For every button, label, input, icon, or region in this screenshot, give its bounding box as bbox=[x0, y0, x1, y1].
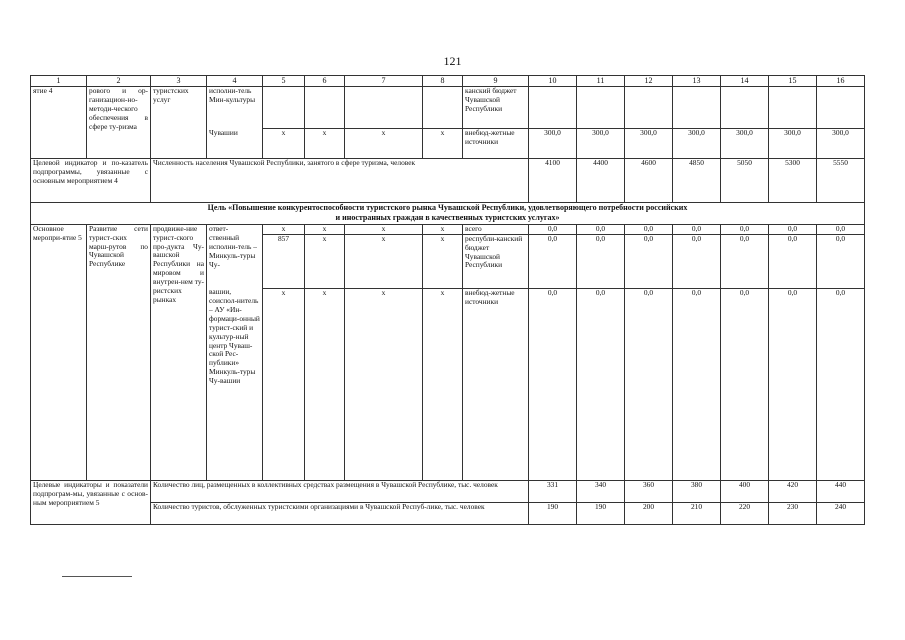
code-cell: x bbox=[305, 129, 345, 159]
table-row bbox=[31, 224, 865, 234]
value-cell: 331 bbox=[529, 480, 577, 502]
value-cell: 0,0 bbox=[577, 288, 625, 480]
value-cell: 0,0 bbox=[721, 288, 769, 480]
value-cell: 0,0 bbox=[769, 224, 817, 234]
value-cell: 210 bbox=[673, 502, 721, 524]
goal-heading bbox=[31, 203, 865, 225]
goal-line-1: Цель «Повышение конкурентоспособности туристского рынка Чувашской Республики, удовлетворяющего потребности российских bbox=[207, 203, 688, 212]
indicator-row bbox=[31, 480, 865, 502]
value-cell: 190 bbox=[529, 502, 577, 524]
code-cell: x bbox=[345, 288, 423, 480]
value-cell: 0,0 bbox=[673, 224, 721, 234]
value-cell: 300,0 bbox=[769, 129, 817, 159]
col-number: 16 bbox=[817, 76, 865, 87]
financing-source: всего bbox=[463, 224, 529, 234]
value-cell: 300,0 bbox=[577, 129, 625, 159]
col-number: 8 bbox=[423, 76, 463, 87]
value-cell: 0,0 bbox=[721, 224, 769, 234]
col-number: 14 bbox=[721, 76, 769, 87]
executor-text: вашии, соиспол-нитель – АУ «Ин-формаци-онный турист-ский и культур-ный центр Чуваш-ской Рес-публики» Минкуль-туры Чу-вашии bbox=[207, 288, 263, 480]
value-cell: 220 bbox=[721, 502, 769, 524]
value-cell: 400 bbox=[721, 480, 769, 502]
indicator-label: Целевые индикаторы и показатели подпрограм-мы, увязанные с основ-ным мероприятием 5 bbox=[31, 480, 151, 524]
financing-source: республи-канский бюджет Чувашской Республики bbox=[463, 234, 529, 288]
indicator-text: Численность населения Чувашской Республики, занятого в сфере туризма, человек bbox=[151, 159, 529, 203]
col-number: 3 bbox=[151, 76, 207, 87]
measure-label: ятие 4 bbox=[31, 87, 87, 159]
measure-label: Основное меропри-ятие 5 bbox=[31, 224, 87, 480]
financing-source: канский бюджет Чувашской Республики bbox=[463, 87, 529, 129]
code-cell: x bbox=[263, 129, 305, 159]
value-cell: 300,0 bbox=[673, 129, 721, 159]
value-cell: 0,0 bbox=[817, 224, 865, 234]
code-cell: x bbox=[263, 224, 305, 234]
code-cell: x bbox=[305, 224, 345, 234]
col-number: 12 bbox=[625, 76, 673, 87]
value-cell: 0,0 bbox=[625, 288, 673, 480]
value-cell: 4850 bbox=[673, 159, 721, 203]
goal-line-2: и иностранных граждан в качественных туристских услугах» bbox=[335, 213, 560, 223]
indicator-row bbox=[31, 159, 865, 203]
value-cell: 0,0 bbox=[673, 234, 721, 288]
col-number: 1 bbox=[31, 76, 87, 87]
value-cell: 0,0 bbox=[817, 234, 865, 288]
goal-row bbox=[31, 203, 865, 225]
value-cell: 300,0 bbox=[625, 129, 673, 159]
col-number: 4 bbox=[207, 76, 263, 87]
indicator-row bbox=[31, 502, 865, 524]
indicator-text: Количество лиц, размещенных в коллективных средствах размещения в Чувашской Республике, тыс. человек bbox=[151, 480, 529, 502]
executor-text: Чувашии bbox=[207, 129, 263, 159]
code-cell: x bbox=[345, 234, 423, 288]
column-number-row bbox=[31, 76, 865, 87]
code-cell: x bbox=[263, 288, 305, 480]
financing-source: внебюд-жетные источники bbox=[463, 129, 529, 159]
col-number: 5 bbox=[263, 76, 305, 87]
executor-text: исполни-тель Мин-культуры bbox=[207, 87, 263, 129]
col-number: 9 bbox=[463, 76, 529, 87]
value-cell: 440 bbox=[817, 480, 865, 502]
col-number: 6 bbox=[305, 76, 345, 87]
value-cell: 340 bbox=[577, 480, 625, 502]
value-cell: 0,0 bbox=[721, 234, 769, 288]
col-number: 7 bbox=[345, 76, 423, 87]
code-cell: x bbox=[345, 224, 423, 234]
value-cell: 200 bbox=[625, 502, 673, 524]
code-cell: x bbox=[345, 129, 423, 159]
value-cell: 360 bbox=[625, 480, 673, 502]
code-cell: x bbox=[305, 234, 345, 288]
value-cell: 0,0 bbox=[577, 224, 625, 234]
task-text: туристских услуг bbox=[151, 87, 207, 159]
value-cell: 300,0 bbox=[529, 129, 577, 159]
footnote-separator bbox=[62, 576, 132, 577]
value-cell: 0,0 bbox=[817, 288, 865, 480]
financing-source: внебюд-жетные источники bbox=[463, 288, 529, 480]
col-number: 13 bbox=[673, 76, 721, 87]
col-number: 2 bbox=[87, 76, 151, 87]
value-cell: 4100 bbox=[529, 159, 577, 203]
code-cell: x bbox=[423, 129, 463, 159]
indicator-text: Количество туристов, обслуженных туристскими организациями в Чувашской Респуб-лике, тыс. человек bbox=[151, 502, 529, 524]
value-cell: 0,0 bbox=[577, 234, 625, 288]
value-cell: 240 bbox=[817, 502, 865, 524]
value-cell: 4400 bbox=[577, 159, 625, 203]
value-cell: 0,0 bbox=[673, 288, 721, 480]
value-cell: 190 bbox=[577, 502, 625, 524]
value-cell: 0,0 bbox=[529, 288, 577, 480]
task-text: продвиже-ние турист-ского про-дукта Чу-вашской Республики на мировом и внутрен-нем ту-ристских рынках bbox=[151, 224, 207, 480]
value-cell: 0,0 bbox=[625, 224, 673, 234]
value-cell: 5050 bbox=[721, 159, 769, 203]
value-cell: 4600 bbox=[625, 159, 673, 203]
col-number: 10 bbox=[529, 76, 577, 87]
table-row bbox=[31, 87, 865, 129]
value-cell: 0,0 bbox=[529, 234, 577, 288]
col-number: 15 bbox=[769, 76, 817, 87]
code-cell: x bbox=[305, 288, 345, 480]
code-cell: x bbox=[423, 234, 463, 288]
value-cell: 300,0 bbox=[721, 129, 769, 159]
code-cell: 857 bbox=[263, 234, 305, 288]
value-cell: 5300 bbox=[769, 159, 817, 203]
value-cell: 0,0 bbox=[769, 234, 817, 288]
measure-title: рового и ор-ганизацион-но-методи-ческого обеспечения в сфере ту-ризма bbox=[87, 87, 151, 159]
executor-text: ственный исполни-тель – Минкуль-туры Чу- bbox=[207, 234, 263, 288]
value-cell: 5550 bbox=[817, 159, 865, 203]
col-number: 11 bbox=[577, 76, 625, 87]
code-cell: x bbox=[423, 288, 463, 480]
page-number: 121 bbox=[443, 54, 462, 68]
value-cell: 0,0 bbox=[769, 288, 817, 480]
value-cell: 230 bbox=[769, 502, 817, 524]
value-cell: 0,0 bbox=[529, 224, 577, 234]
measure-title: Развитие сети турист-ских марш-рутов по Чувашской Республике bbox=[87, 224, 151, 480]
value-cell: 300,0 bbox=[817, 129, 865, 159]
executor-text: ответ- bbox=[207, 224, 263, 234]
subprogram-table bbox=[30, 75, 865, 525]
value-cell: 420 bbox=[769, 480, 817, 502]
code-cell: x bbox=[423, 224, 463, 234]
indicator-label: Целевой индикатор и по-казатель подпрограммы, увязанные с основным мероприятием 4 bbox=[31, 159, 151, 203]
value-cell: 380 bbox=[673, 480, 721, 502]
value-cell: 0,0 bbox=[625, 234, 673, 288]
